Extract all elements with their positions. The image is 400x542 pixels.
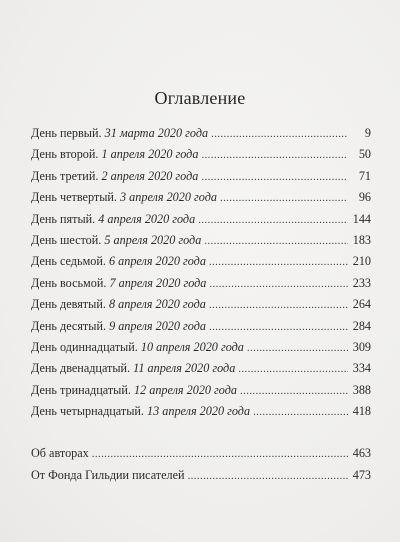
toc-entry-date: 9 апреля 2020 года	[109, 318, 206, 333]
toc-entry-label: Об авторах	[31, 446, 89, 461]
toc-entry-date: 8 апреля 2020 года	[108, 297, 206, 312]
toc-entry-label: День второй.	[31, 147, 99, 162]
toc-entry-page: 334	[352, 361, 371, 376]
dot-leader	[201, 167, 348, 188]
toc-entry-title	[31, 123, 208, 144]
toc-entry-page: 50	[358, 147, 371, 162]
dot-leader	[209, 274, 348, 295]
toc-entry-label: День тринадцатый.	[31, 382, 131, 397]
toc-entry-title	[31, 337, 244, 358]
toc-entry-page: 388	[352, 382, 371, 397]
dot-leader	[204, 231, 348, 252]
toc-entry-page: 473	[352, 467, 371, 482]
toc-entry-day-5[interactable]	[31, 209, 371, 230]
toc-entry-date: 4 апреля 2020 года	[98, 211, 196, 226]
page-title: Оглавление	[154, 88, 246, 108]
toc-entry-title	[31, 380, 237, 401]
toc-entry-title	[31, 144, 198, 165]
toc-entry-label: День четвертый.	[31, 190, 117, 205]
section-gap	[31, 422, 371, 443]
toc-entry-title	[31, 187, 217, 208]
toc-entry-title	[31, 316, 206, 337]
toc-entry-day-11[interactable]	[31, 337, 371, 358]
toc-entry-date: 5 апреля 2020 года	[104, 232, 202, 247]
toc-entry-page: 210	[352, 254, 371, 269]
toc-entry-day-14[interactable]	[31, 401, 371, 422]
toc-entry-day-7[interactable]	[31, 251, 371, 272]
toc-entry-date: 3 апреля 2020 года	[120, 190, 217, 205]
toc-entry-label: День третий.	[31, 168, 99, 183]
toc-entry-page: 309	[352, 339, 371, 354]
dot-leader	[247, 338, 348, 359]
dot-leader	[253, 402, 348, 423]
toc-entry-page: 418	[352, 404, 371, 419]
toc-entry-label: День пятый.	[31, 211, 96, 226]
dot-leader	[92, 444, 348, 465]
toc-entry-day-9[interactable]	[31, 294, 371, 315]
toc-entry-label: От Фонда Гильдии писателей	[31, 467, 185, 482]
toc-entry-label: День четырнадцатый.	[31, 404, 144, 419]
toc-entry-about-authors[interactable]	[31, 443, 371, 464]
toc-entry-date: 2 апреля 2020 года	[101, 168, 199, 183]
toc-entry-label: День седьмой.	[31, 254, 106, 269]
toc-entry-page: 264	[352, 297, 371, 312]
toc-entry-title	[31, 358, 235, 379]
dot-leader	[188, 466, 348, 487]
toc-entry-day-3[interactable]	[31, 166, 371, 187]
toc-entry-title	[31, 230, 201, 251]
dot-leader	[238, 359, 348, 380]
dot-leader	[211, 124, 348, 145]
toc-entry-day-10[interactable]	[31, 316, 371, 337]
toc-entry-label: День девятый.	[31, 297, 106, 312]
toc-entry-page: 96	[358, 190, 371, 205]
toc-entry-title	[31, 209, 195, 230]
bleed-through-text	[150, 40, 370, 124]
table-of-contents	[31, 123, 371, 486]
dot-leader	[209, 252, 348, 273]
toc-entry-page: 183	[352, 232, 371, 247]
toc-entry-title	[31, 166, 198, 187]
toc-entry-date: 12 апреля 2020 года	[133, 382, 238, 397]
toc-entry-date: 13 апреля 2020 года	[147, 404, 251, 419]
toc-entry-title	[31, 294, 206, 315]
dot-leader	[198, 210, 348, 231]
toc-entry-date: 7 апреля 2020 года	[109, 275, 207, 290]
toc-entry-page: 463	[352, 446, 371, 461]
toc-entry-label: День восьмой.	[31, 275, 107, 290]
dot-leader	[240, 381, 348, 402]
toc-entry-day-6[interactable]	[31, 230, 371, 251]
toc-entry-page: 9	[364, 126, 371, 140]
toc-entry-date: 1 апреля 2020 года	[101, 147, 199, 162]
toc-entry-day-8[interactable]	[31, 273, 371, 294]
toc-entry-page: 233	[352, 275, 371, 290]
toc-entry-day-1[interactable]	[31, 123, 371, 144]
toc-entry-label: День двенадцатый.	[31, 361, 131, 376]
toc-entry-label: День первый.	[31, 126, 102, 140]
dot-leader	[201, 145, 348, 166]
dot-leader	[209, 317, 348, 338]
toc-entry-label: День десятый.	[31, 318, 107, 333]
toc-entry-date: 31 марта 2020 года	[104, 126, 209, 140]
toc-entry-label: День шестой.	[31, 232, 102, 247]
toc-entry-title	[31, 401, 250, 422]
toc-entry-page: 284	[352, 318, 371, 333]
toc-entry-date: 11 апреля 2020 года	[133, 361, 236, 376]
toc-entry-date: 10 апреля 2020 года	[140, 339, 244, 354]
toc-entry-day-4[interactable]	[31, 187, 371, 208]
toc-entry-page: 144	[352, 211, 371, 226]
dot-leader	[220, 188, 348, 209]
toc-entry-day-13[interactable]	[31, 380, 371, 401]
toc-entry-title	[31, 251, 206, 272]
toc-entry-page: 71	[358, 168, 371, 183]
toc-entry-foundation[interactable]	[31, 465, 371, 486]
toc-entry-day-2[interactable]	[31, 144, 371, 165]
toc-entry-day-12[interactable]	[31, 358, 371, 379]
toc-entry-label: День одиннадцатый.	[31, 339, 138, 354]
toc-entry-date: 6 апреля 2020 года	[109, 254, 206, 269]
dot-leader	[209, 295, 348, 316]
toc-entry-title	[31, 273, 206, 294]
